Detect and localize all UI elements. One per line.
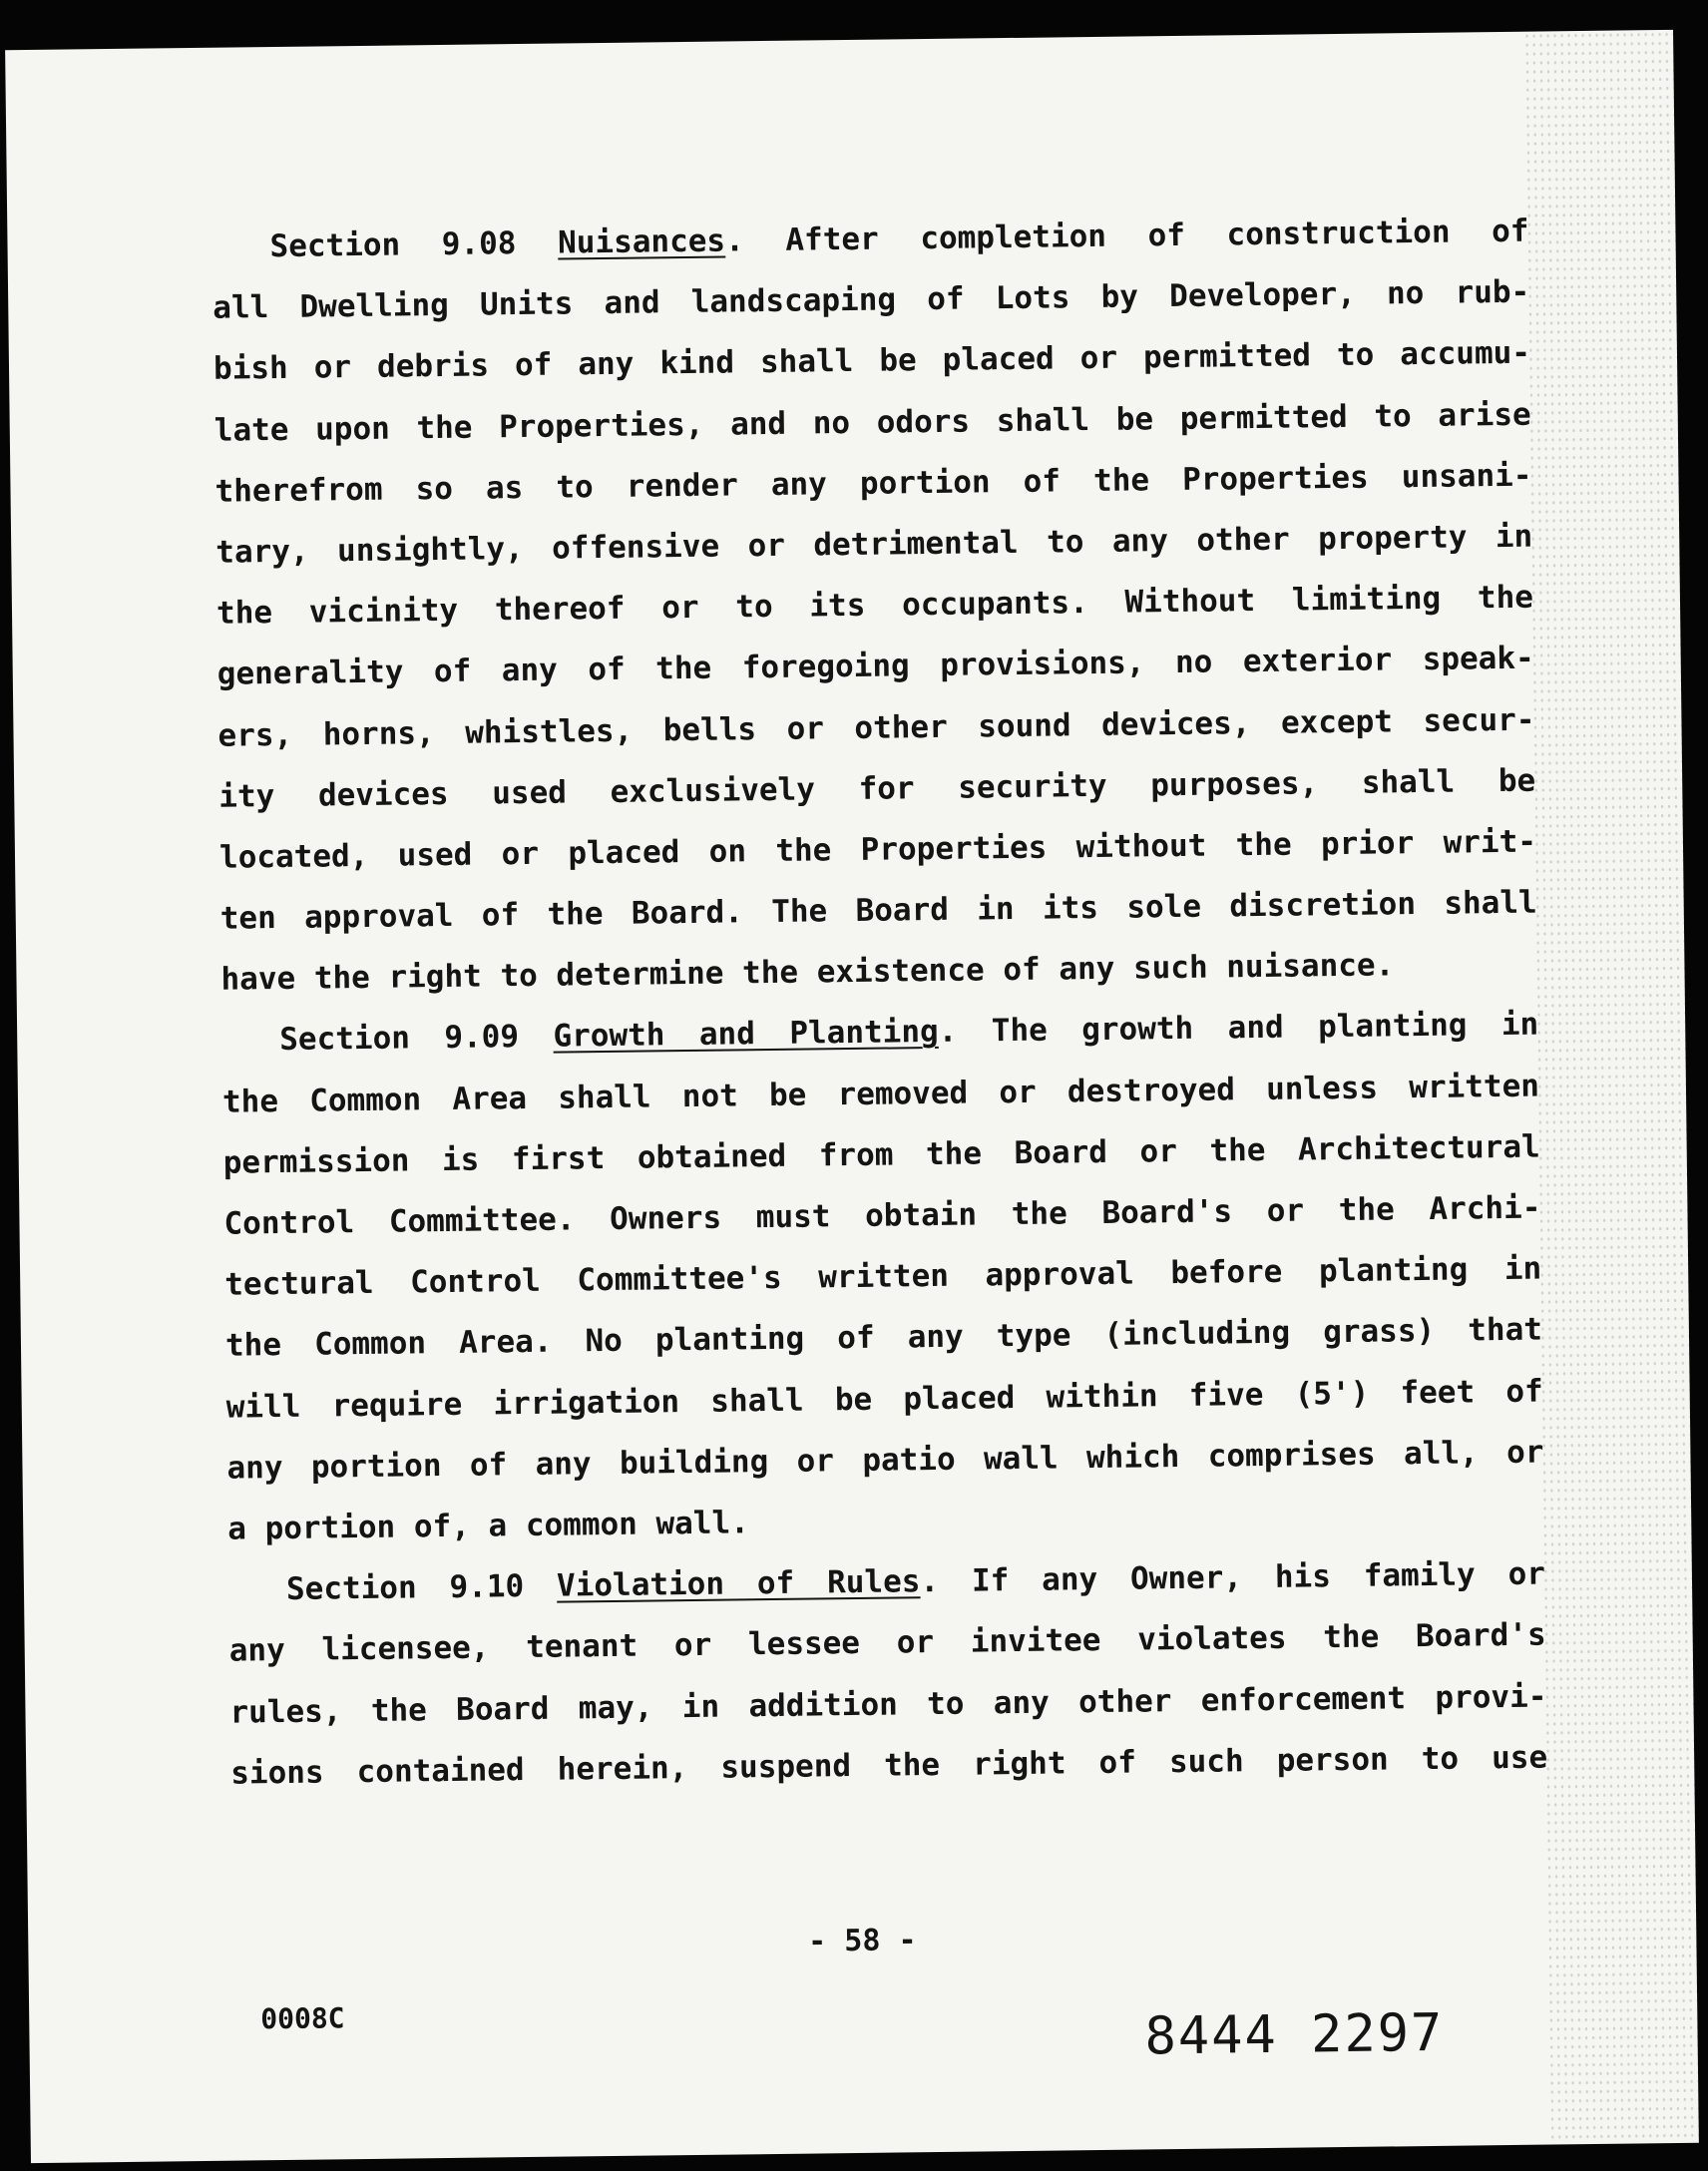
section-9-08-first-line: Section 9.08 Nuisances. After completion of construction of xyxy=(269,213,1529,265)
text-line: any licensee, tenant or lessee or invitee violates the Board's xyxy=(228,1616,1546,1669)
text-line: have the right to determine the existence of any such nuisance. xyxy=(220,947,1395,998)
page-number: - 58 - xyxy=(807,1923,917,1959)
text-line: bish or debris of any kind shall be placed or permitted to accumu- xyxy=(213,335,1531,388)
text-line: a portion of, a common wall. xyxy=(227,1505,750,1547)
section-number: Section 9.09 xyxy=(279,1019,520,1059)
text-line: tectural Control Committee's written approval before planting in xyxy=(224,1250,1542,1303)
document-page xyxy=(5,30,1699,2163)
text-line: all Dwelling Units and landscaping of Lots by Developer, no rub- xyxy=(213,273,1530,326)
text-line: ity devices used exclusively for security purposes, shall be xyxy=(218,762,1536,815)
text-line: late upon the Properties, and no odors shall be permitted to arise xyxy=(214,396,1531,449)
section-heading-nuisances: Nuisances xyxy=(557,222,726,261)
text-line: ers, horns, whistles, bells or other sound devices, except secur- xyxy=(217,701,1535,754)
section-9-09-first-line: Section 9.09 Growth and Planting. The growth and planting in xyxy=(279,1007,1539,1059)
text-line: any portion of any building or patio wall which comprises all, or xyxy=(226,1434,1544,1487)
recording-number: 8444 2297 xyxy=(1144,2002,1445,2067)
text-line: tary, unsightly, offensive or detrimental to any other property in xyxy=(215,518,1533,571)
text-line: will require irrigation shall be placed within five (5') feet of xyxy=(225,1373,1543,1426)
document-body xyxy=(212,202,1547,1805)
text-line: the Common Area shall not be removed or destroyed unless written xyxy=(221,1068,1540,1120)
text-line: therefrom so as to render any portion of the Properties unsani- xyxy=(214,457,1532,510)
text-line: the vicinity thereof or to its occupants. Without limiting the xyxy=(215,579,1534,632)
text-line: the Common Area. No planting of any type (including grass) that xyxy=(224,1311,1543,1365)
section-text: If any Owner, his family or xyxy=(971,1555,1546,1599)
section-number: Section 9.10 xyxy=(285,1568,525,1608)
section-text: After completion of construction of xyxy=(785,213,1529,258)
text-line: permission is first obtained from the Board or the Architectural xyxy=(222,1128,1540,1181)
text-line: rules, the Board may, in addition to any other enforcement provi- xyxy=(229,1678,1547,1731)
text-line: located, used or placed on the Properties without the prior writ- xyxy=(218,823,1537,876)
text-line: generality of any of the foregoing provisions, no exterior speak- xyxy=(216,640,1534,693)
section-text: The growth and planting in xyxy=(991,1007,1539,1050)
section-heading-growth-and-planting: Growth and Planting xyxy=(553,1014,939,1056)
section-number: Section 9.08 xyxy=(269,225,517,265)
text-line: sions contained herein, suspend the right of such person to use xyxy=(230,1739,1548,1792)
text-line: Control Committee. Owners must obtain the Board's or the Archi- xyxy=(223,1189,1541,1242)
section-heading-violation-of-rules: Violation of Rules xyxy=(556,1563,921,1604)
text-line: ten approval of the Board. The Board in its sole discretion shall xyxy=(219,884,1537,937)
document-code: 0008C xyxy=(260,2001,345,2036)
section-9-10-first-line: Section 9.10 Violation of Rules. If any Owner, his family or xyxy=(285,1555,1546,1608)
